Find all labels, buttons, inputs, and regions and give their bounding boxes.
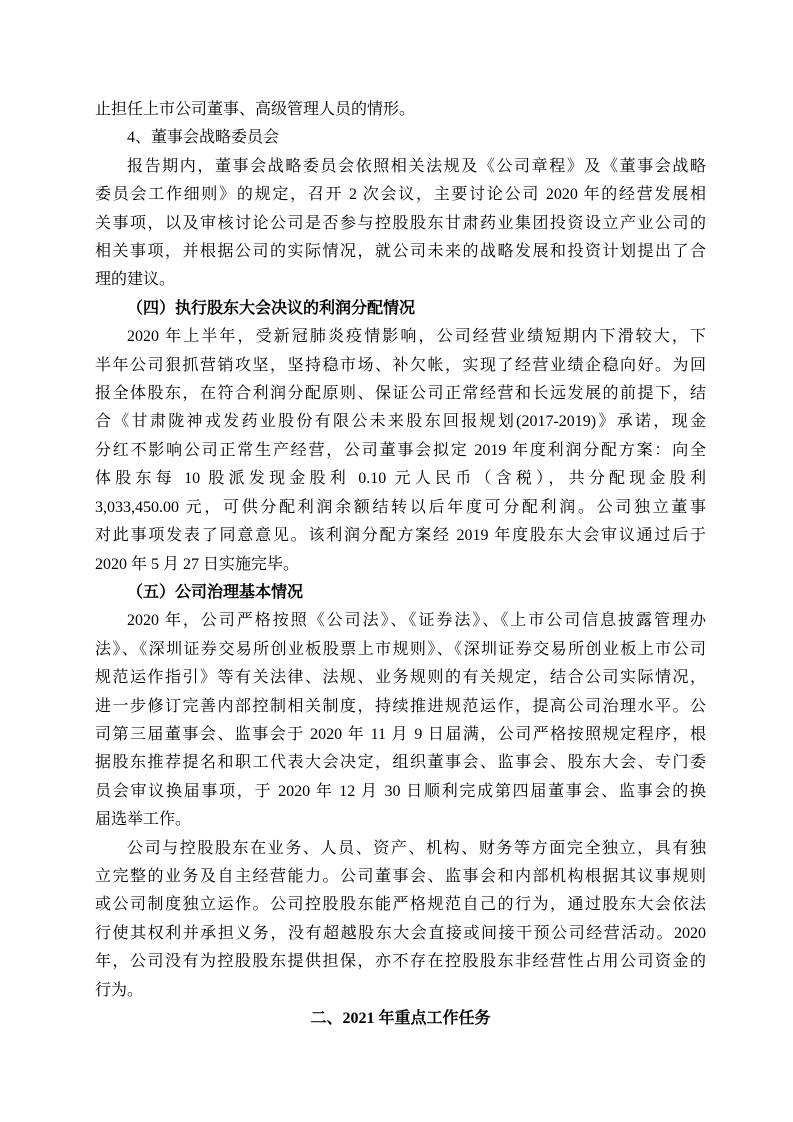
text-line: 对此事项发表了同意意见。该利润分配方案经 2019 年度股东大会审议通过后于 <box>95 527 706 545</box>
text-line: 2020 年上半年，受新冠肺炎疫情影响，公司经营业绩短期内下滑较大，下 <box>127 328 706 346</box>
text-line: 年，公司没有为控股股东提供担保，亦不存在控股股东非经营性占用公司资金的 <box>95 953 706 971</box>
text-line: 届选举工作。 <box>95 811 192 829</box>
text-line: 立完整的业务及自主经营能力。公司董事会、监事会和内部机构根据其议事规则 <box>95 867 706 885</box>
text-line: 3,033,450.00 元，可供分配利润余额结转以后年度可分配利润。公司独立董事 <box>95 498 706 516</box>
section-heading-profit-distribution: （四）执行股东大会决议的利润分配情况 <box>127 299 416 317</box>
text-line: 规范运作指引》等有关法律、法规、业务规则的有关规定，结合公司实际情况， <box>95 669 706 687</box>
text-line: 止担任上市公司董事、高级管理人员的情形。 <box>95 101 416 118</box>
text-line: 体股东每 10 股派发现金股利 0.10 元人民币（含税），共分配现金股利 <box>95 470 706 488</box>
text-line: 据股东推荐提名和职工代表大会决定，组织董事会、监事会、股东大会、专门委 <box>95 754 706 772</box>
text-line: 司第三届董事会、监事会于 2020 年 11 月 9 日届满，公司严格按照规定程序，根 <box>95 725 706 743</box>
text-line: 报全体股东，在符合利润分配原则、保证公司正常经营和长远发展的前提下，结 <box>95 385 706 403</box>
text-line: 2020 年，公司严格按照《公司法》、《证券法》、《上市公司信息披露管理办 <box>127 612 706 630</box>
text-line: 进一步修订完善内部控制相关制度，持续推进规范运作，提高公司治理水平。公 <box>95 697 706 715</box>
section-heading-governance: （五）公司治理基本情况 <box>127 583 304 601</box>
text-line: 半年公司狠抓营销攻坚，坚持稳市场、补欠帐，实现了经营业绩企稳向好。为回 <box>95 356 706 374</box>
text-line: 或公司制度独立运作。公司控股股东能严格规范自己的行为，通过股东大会依法 <box>95 896 706 914</box>
text-line: 行使其权利并承担义务，没有超越股东大会直接或间接干预公司经营活动。2020 <box>95 924 706 942</box>
text-line: 合《甘肃陇神戎发药业股份有限公未来股东回报规划(2017-2019)》承诺，现金 <box>95 413 706 431</box>
text-line: 员会审议换届事项，于 2020 年 12 月 30 日顺利完成第四届董事会、监事会的换 <box>95 782 706 800</box>
text-line: 公司与控股股东在业务、人员、资产、机构、财务等方面完全独立，具有独 <box>127 839 706 857</box>
text-line: 理的建议。 <box>95 271 176 289</box>
subsection-heading-strategy-committee: 4、董事会战略委员会 <box>127 129 280 147</box>
text-line: 委员会工作细则》的规定，召开 2 次会议，主要讨论公司 2020 年的经营发展相 <box>95 186 706 204</box>
text-line: 报告期内，董事会战略委员会依照相关法规及《公司章程》及《董事会战略 <box>127 157 706 175</box>
text-line: 相关事项，并根据公司的实际情况，就公司未来的战略发展和投资计划提出了合 <box>95 243 706 261</box>
text-line: 行为。 <box>95 981 144 999</box>
text-line: 法》、《深圳证券交易所创业板股票上市规则》、《深圳证券交易所创业板上市公司 <box>95 640 706 658</box>
text-line: 2020 年 5 月 27 日实施完毕。 <box>95 555 300 573</box>
chapter-heading-2021-tasks: 二、2021 年重点工作任务 <box>310 1010 491 1027</box>
text-line: 分红不影响公司正常生产经营，公司董事会拟定 2019 年度利润分配方案：向全 <box>95 441 706 459</box>
text-line: 关事项，以及审核讨论公司是否参与控股股东甘肃药业集团投资设立产业公司的 <box>95 214 706 232</box>
